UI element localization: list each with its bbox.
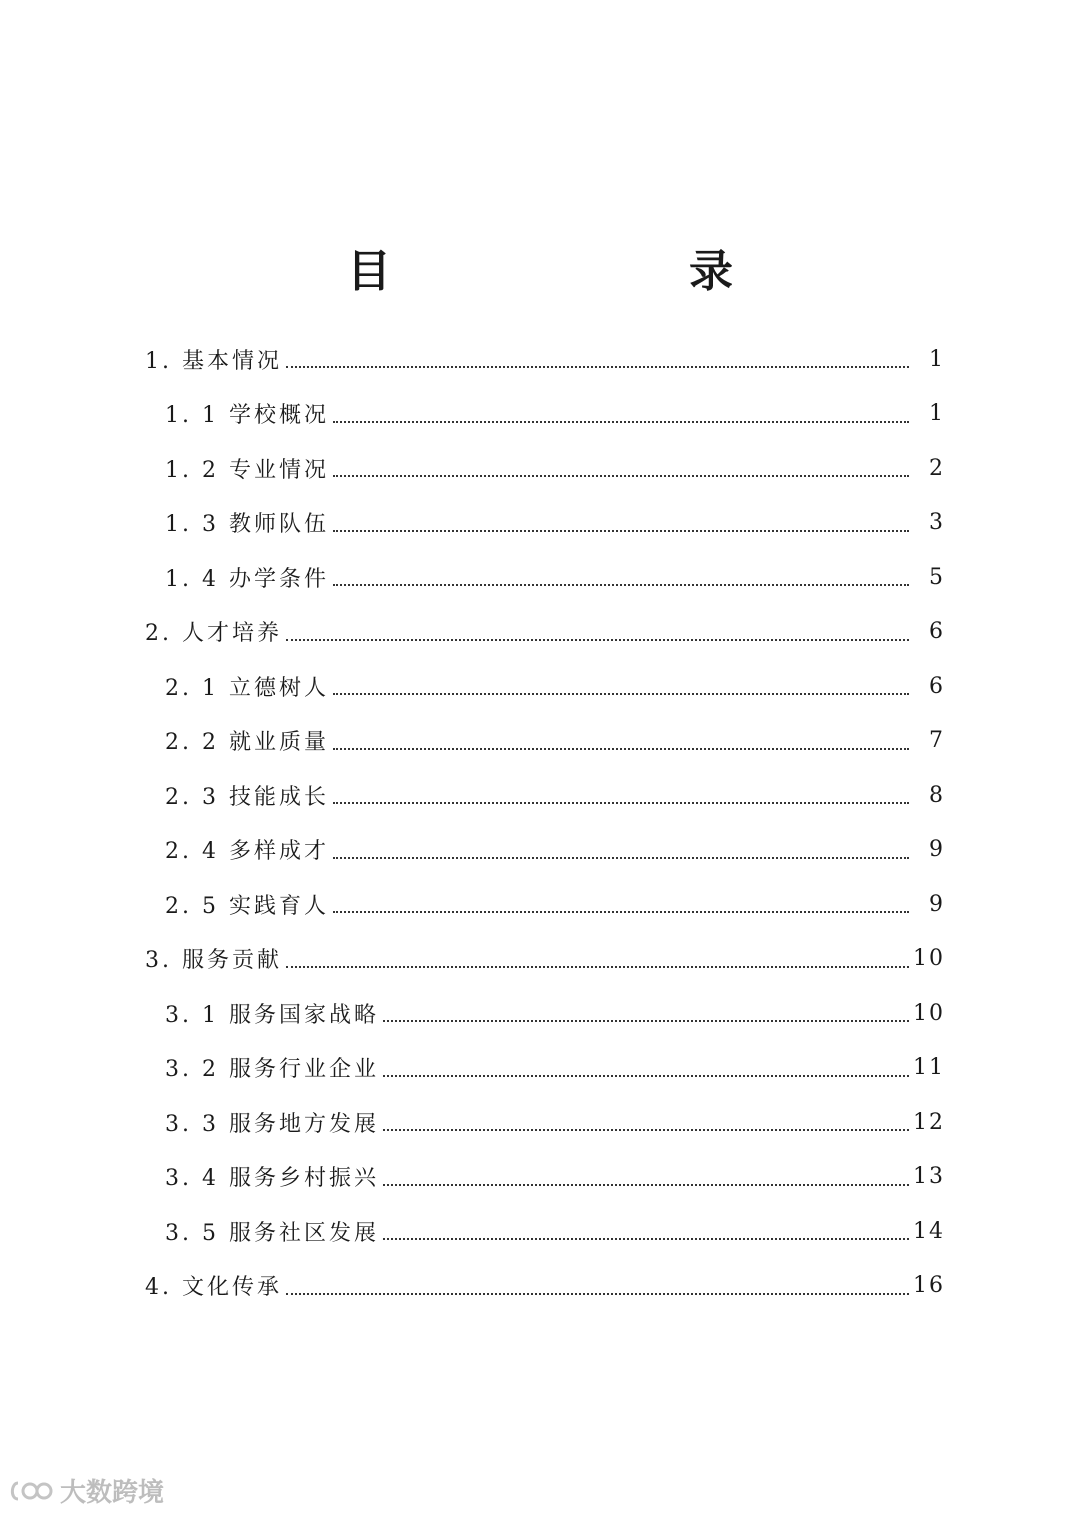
toc-leader-dots: [286, 366, 909, 368]
toc-entry[interactable]: [0, 1041, 1080, 1096]
toc-entry-label: 3. 服务贡献: [145, 943, 284, 974]
toc-entry-label: 2. 5 实践育人: [165, 889, 331, 920]
table-of-contents: [0, 332, 1080, 1313]
toc-entry[interactable]: [0, 441, 1080, 496]
watermark-text: 大数跨境: [60, 1477, 165, 1507]
toc-entry-label: 1. 1 学校概况: [165, 398, 331, 429]
toc-entry[interactable]: [0, 1259, 1080, 1314]
toc-leader-dots: [383, 1020, 909, 1022]
toc-entry[interactable]: [0, 387, 1080, 442]
toc-entry[interactable]: [0, 550, 1080, 605]
toc-entry-label: 2. 人才培养: [145, 616, 284, 647]
toc-entry-label: 3. 4 服务乡村振兴: [165, 1161, 381, 1192]
toc-leader-dots: [383, 1238, 909, 1240]
toc-leader-dots: [383, 1184, 909, 1186]
watermark-logo-icon: [8, 1477, 54, 1505]
toc-entry-label: 1. 3 教师队伍: [165, 507, 331, 538]
toc-entry-page-number: 11: [913, 1055, 945, 1081]
toc-entry-page-number: 10: [913, 1000, 945, 1026]
toc-leader-dots: [333, 475, 909, 477]
toc-entry[interactable]: [0, 1150, 1080, 1205]
toc-leader-dots: [333, 748, 909, 750]
toc-leader-dots: [333, 584, 909, 586]
toc-entry-page-number: 9: [929, 837, 945, 863]
toc-entry[interactable]: [0, 823, 1080, 878]
toc-leader-dots: [333, 911, 909, 913]
toc-entry-page-number: 8: [929, 782, 945, 808]
toc-leader-dots: [333, 802, 909, 804]
toc-entry[interactable]: [0, 496, 1080, 551]
toc-leader-dots: [286, 1293, 909, 1295]
toc-leader-dots: [286, 966, 909, 968]
toc-leader-dots: [333, 693, 909, 695]
toc-entry-label: 3. 1 服务国家战略: [165, 998, 381, 1029]
toc-entry[interactable]: [0, 1095, 1080, 1150]
toc-entry-page-number: 5: [929, 564, 945, 590]
toc-entry-label: 1. 4 办学条件: [165, 562, 331, 593]
toc-entry-page-number: 10: [913, 946, 945, 972]
toc-entry-label: 1. 2 专业情况: [165, 453, 331, 484]
toc-entry-label: 2. 2 就业质量: [165, 725, 331, 756]
toc-entry-label: 3. 3 服务地方发展: [165, 1107, 381, 1138]
toc-entry-page-number: 2: [929, 455, 945, 481]
toc-entry[interactable]: [0, 659, 1080, 714]
toc-entry-page-number: 13: [913, 1164, 945, 1190]
toc-entry-label: 3. 2 服务行业企业: [165, 1052, 381, 1083]
toc-leader-dots: [383, 1075, 909, 1077]
toc-entry-page-number: 1: [929, 346, 945, 372]
page-title: 目 录: [347, 246, 803, 297]
toc-entry-page-number: 7: [929, 728, 945, 754]
toc-entry-label: 2. 1 立德树人: [165, 671, 331, 702]
toc-entry-page-number: 1: [929, 401, 945, 427]
toc-leader-dots: [286, 639, 909, 641]
toc-entry[interactable]: [0, 1204, 1080, 1259]
toc-entry-page-number: 6: [929, 673, 945, 699]
toc-entry-page-number: 16: [913, 1273, 945, 1299]
toc-entry-page-number: 14: [913, 1218, 945, 1244]
toc-entry-label: 4. 文化传承: [145, 1270, 284, 1301]
toc-entry-label: 1. 基本情况: [145, 344, 284, 375]
toc-entry[interactable]: [0, 605, 1080, 660]
toc-entry-page-number: 6: [929, 619, 945, 645]
toc-leader-dots: [333, 530, 909, 532]
toc-entry[interactable]: [0, 768, 1080, 823]
toc-leader-dots: [333, 421, 909, 423]
toc-entry[interactable]: [0, 714, 1080, 769]
toc-entry-label: 2. 4 多样成才: [165, 834, 331, 865]
toc-leader-dots: [383, 1129, 909, 1131]
toc-entry[interactable]: [0, 986, 1080, 1041]
toc-entry-page-number: 9: [929, 891, 945, 917]
toc-entry-page-number: 12: [913, 1109, 945, 1135]
watermark: [8, 1472, 164, 1509]
toc-leader-dots: [333, 857, 909, 859]
toc-entry-label: 3. 5 服务社区发展: [165, 1216, 381, 1247]
toc-entry-label: 2. 3 技能成长: [165, 780, 331, 811]
toc-entry[interactable]: [0, 877, 1080, 932]
toc-entry[interactable]: [0, 932, 1080, 987]
toc-entry-page-number: 3: [929, 510, 945, 536]
toc-entry[interactable]: [0, 332, 1080, 387]
